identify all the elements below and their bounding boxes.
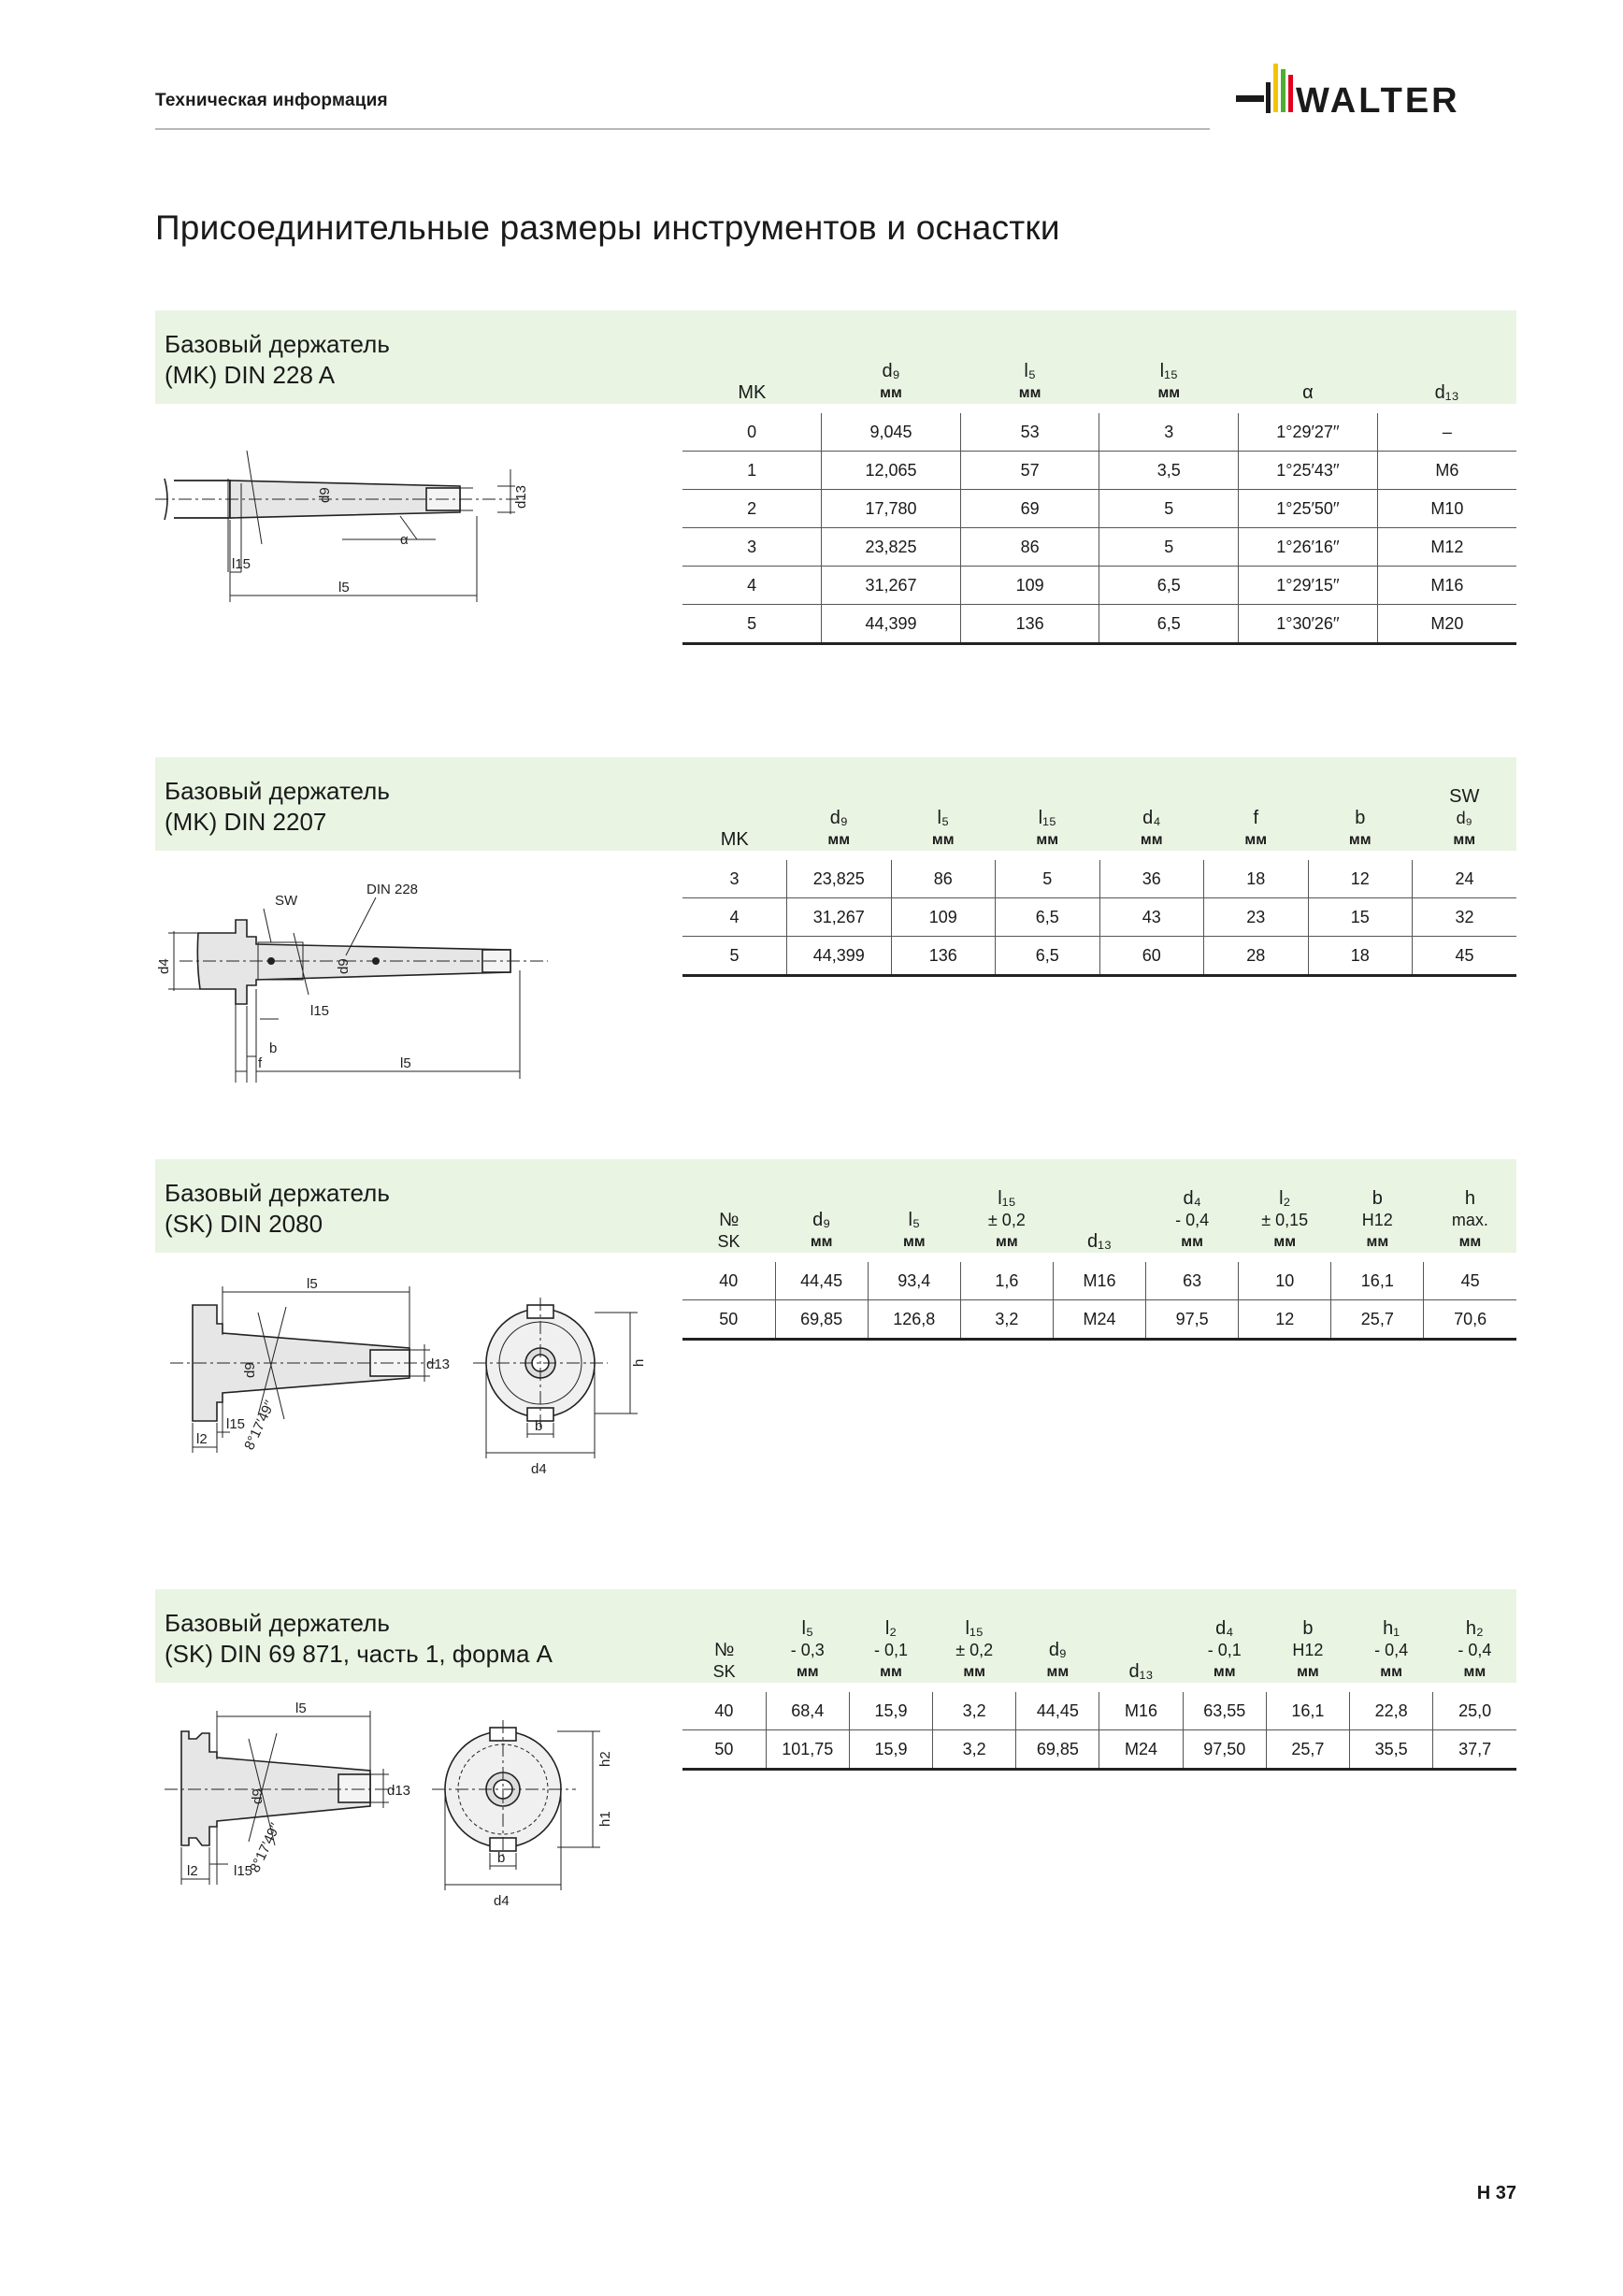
label-h2: h2 (597, 1751, 613, 1767)
table-cell: 1 (682, 452, 822, 490)
column-unit: мм (1348, 832, 1372, 848)
table-cell: 32 (1413, 898, 1517, 937)
column-header (960, 1159, 1053, 1262)
column-unit: мм (1181, 1234, 1203, 1250)
label-d13: d13 (513, 484, 529, 509)
table-cell: 44,399 (787, 937, 892, 976)
column-header (775, 1159, 868, 1262)
label-d9: d9 (242, 1362, 258, 1378)
table-cell: 31,267 (787, 898, 892, 937)
column-header-line: l₅ (801, 1618, 814, 1639)
label-d9: d9 (317, 487, 333, 503)
column-header-line: f (1253, 808, 1259, 828)
drawing-mk-taper (155, 423, 548, 619)
table-cell: 2 (682, 490, 822, 528)
table-row (682, 413, 1516, 452)
column-unit: мм (1273, 1234, 1297, 1250)
table-cell: 101,75 (766, 1730, 849, 1770)
column-header-line: ± 0,2 (955, 1641, 994, 1659)
table-cell: 6,5 (996, 898, 1100, 937)
drawing-mk-holder (155, 858, 567, 1092)
column-header-line: h₁ (1383, 1618, 1400, 1639)
label-h1: h1 (597, 1811, 613, 1827)
table-cell: 18 (1308, 937, 1413, 976)
page-title: Присоединительные размеры инструментов и оснастки (155, 208, 1060, 247)
table-cell: 97,50 (1183, 1730, 1266, 1770)
table-cell: 68,4 (766, 1692, 849, 1730)
table-row (682, 1262, 1516, 1300)
column-header (1204, 757, 1309, 860)
table-cell: 1°29′15′′ (1239, 567, 1378, 605)
column-unit: мм (1213, 1664, 1236, 1680)
column-header (1350, 1589, 1433, 1692)
table-cell: 3 (682, 860, 787, 898)
column-header (1413, 757, 1517, 860)
label-d9: d9 (336, 958, 352, 974)
table-cell: 1°30′26′′ (1239, 605, 1378, 644)
table-row (682, 1692, 1516, 1730)
column-header (682, 1159, 775, 1262)
block-title: Базовый держатель (SK) DIN 69 871, часть 1, форма A (165, 1609, 553, 1668)
column-unit: мм (880, 1664, 902, 1680)
table-cell: 5 (682, 937, 787, 976)
column-header (868, 1159, 960, 1262)
label-din228: DIN 228 (366, 882, 419, 897)
spec-table (682, 1159, 1516, 1341)
column-header (1099, 1589, 1183, 1692)
table-cell: M16 (1053, 1262, 1145, 1300)
table-cell: 44,45 (775, 1262, 868, 1300)
label-d4: d4 (494, 1893, 510, 1909)
column-header-line: d₄ (1183, 1188, 1201, 1209)
table-cell: – (1377, 413, 1516, 452)
table-cell: M6 (1377, 452, 1516, 490)
label-d13: d13 (387, 1783, 411, 1799)
column-header (682, 310, 822, 413)
logo-wordmark: WALTER (1296, 81, 1460, 121)
table-cell: 86 (960, 528, 1099, 567)
table-cell: 126,8 (868, 1300, 960, 1340)
table-cell: 24 (1413, 860, 1517, 898)
table-cell: 136 (960, 605, 1099, 644)
table-cell: 28 (1204, 937, 1309, 976)
label-b: b (497, 1850, 506, 1866)
column-header-line: MK (720, 829, 749, 850)
column-header-line: - 0,4 (1175, 1211, 1210, 1229)
table-cell: M24 (1099, 1730, 1183, 1770)
spec-table (682, 1589, 1516, 1771)
header-divider (155, 128, 1210, 130)
column-header (849, 1589, 932, 1692)
label-angle: 8°17′49′′ (241, 1398, 279, 1453)
column-header-line: MK (738, 382, 767, 403)
table-cell: 5 (1099, 490, 1239, 528)
table-cell: 60 (1099, 937, 1204, 976)
column-header-line: ± 0,15 (1261, 1211, 1309, 1229)
table-cell: 93,4 (868, 1262, 960, 1300)
table-cell: 15,9 (849, 1692, 932, 1730)
column-header (682, 757, 787, 860)
label-b: b (535, 1418, 543, 1434)
column-header-line: d₉ (812, 1210, 831, 1230)
column-header-line: h₂ (1465, 1618, 1484, 1639)
column-header-line: SW (1449, 786, 1480, 807)
table-cell: 17,780 (822, 490, 961, 528)
table-cell: 45 (1413, 937, 1517, 976)
column-header (1016, 1589, 1099, 1692)
table-cell: 69,85 (775, 1300, 868, 1340)
column-header (1424, 1159, 1516, 1262)
table-cell: 45 (1424, 1262, 1516, 1300)
table-cell: 1°25′50′′ (1239, 490, 1378, 528)
block-sk-din2080 (155, 1159, 1516, 1496)
table-cell: 70,6 (1424, 1300, 1516, 1340)
column-header-line: l₅ (1024, 361, 1036, 381)
block-mk-din2207 (155, 757, 1516, 1094)
table-cell: 10 (1239, 1262, 1331, 1300)
column-header-line: d₉ (1456, 809, 1472, 827)
column-header-line: № (713, 1640, 735, 1660)
table-cell: 25,7 (1266, 1730, 1349, 1770)
table-cell: M16 (1377, 567, 1516, 605)
column-header-line: - 0,4 (1458, 1641, 1492, 1659)
table-cell: 109 (891, 898, 996, 937)
column-header-line: H12 (1292, 1641, 1324, 1659)
table-cell: 31,267 (822, 567, 961, 605)
label-d9: d9 (250, 1788, 266, 1804)
table-cell: 5 (1099, 528, 1239, 567)
table-cell: 35,5 (1350, 1730, 1433, 1770)
table-cell: 44,399 (822, 605, 961, 644)
table-cell: 9,045 (822, 413, 961, 452)
column-header-line: - 0,3 (790, 1641, 825, 1659)
table-cell: 57 (960, 452, 1099, 490)
table-cell: 43 (1099, 898, 1204, 937)
column-header (960, 310, 1099, 413)
table-cell: M16 (1099, 1692, 1183, 1730)
column-header-line: l₂ (1279, 1188, 1291, 1209)
table-cell: M24 (1053, 1300, 1145, 1340)
table-cell: 16,1 (1266, 1692, 1349, 1730)
column-unit: мм (1244, 832, 1268, 848)
column-header (1239, 310, 1378, 413)
label-angle: 8°17′49′′ (247, 1820, 284, 1875)
column-unit: мм (1018, 385, 1041, 401)
column-header (1099, 310, 1239, 413)
column-header-line: SK (712, 1662, 736, 1681)
column-header-line: № (718, 1210, 740, 1230)
table-cell: 37,7 (1433, 1730, 1516, 1770)
column-unit: мм (931, 832, 955, 848)
column-header (933, 1589, 1016, 1692)
column-header-line: l₅ (937, 808, 949, 828)
column-header (1053, 1159, 1145, 1262)
column-header (766, 1589, 849, 1692)
table-cell: 15,9 (849, 1730, 932, 1770)
column-unit: мм (1380, 1664, 1402, 1680)
column-header-line: d₁₃ (1128, 1661, 1154, 1682)
table-cell: 25,0 (1433, 1692, 1516, 1730)
label-l2: l2 (187, 1863, 198, 1879)
column-header (1377, 310, 1516, 413)
column-header (1146, 1159, 1239, 1262)
column-header-line: d₁₃ (1086, 1231, 1112, 1252)
block-title: Базовый держатель (SK) DIN 2080 (165, 1179, 390, 1238)
table-cell: 1°25′43′′ (1239, 452, 1378, 490)
table-cell: 23,825 (787, 860, 892, 898)
column-header-line: b (1302, 1618, 1314, 1639)
table-row (682, 898, 1516, 937)
column-unit: мм (1453, 832, 1476, 848)
label-l5: l5 (307, 1276, 318, 1292)
column-header-line: ± 0,2 (987, 1211, 1026, 1229)
column-unit: мм (1140, 832, 1163, 848)
column-header (1331, 1159, 1424, 1262)
table-row (682, 605, 1516, 644)
label-l15: l15 (310, 1003, 330, 1019)
table-cell: 63 (1146, 1262, 1239, 1300)
column-unit: мм (902, 1234, 926, 1250)
table-cell: 3,2 (960, 1300, 1053, 1340)
label-alpha: α (400, 532, 409, 548)
table-cell: 12 (1308, 860, 1413, 898)
table-cell: 3,2 (933, 1692, 1016, 1730)
table-row (682, 452, 1516, 490)
table-cell: 53 (960, 413, 1099, 452)
table-cell: 15 (1308, 898, 1413, 937)
spec-table (682, 310, 1516, 645)
table-cell: 40 (682, 1692, 766, 1730)
section-label: Техническая информация (155, 91, 388, 110)
drawing-sk-din2080 (155, 1260, 679, 1485)
column-header-line: l₁₅ (965, 1618, 984, 1639)
table-cell: 3 (682, 528, 822, 567)
table-cell: 50 (682, 1730, 766, 1770)
block-sk-din69871 (155, 1589, 1516, 1926)
label-b: b (269, 1040, 278, 1056)
table-cell: 25,7 (1331, 1300, 1424, 1340)
label-f: f (258, 1055, 263, 1071)
label-d13: d13 (426, 1356, 451, 1372)
table-cell: 3 (1099, 413, 1239, 452)
table-cell: 6,5 (996, 937, 1100, 976)
column-header-line: - 0,1 (873, 1641, 908, 1659)
column-unit: мм (1463, 1664, 1487, 1680)
column-header-line: h (1464, 1188, 1475, 1209)
column-header-line: l₁₅ (998, 1188, 1016, 1209)
table-cell: 136 (891, 937, 996, 976)
column-header (1308, 757, 1413, 860)
column-header-line: l₁₅ (1038, 808, 1056, 828)
column-header-line: - 0,4 (1374, 1641, 1409, 1659)
column-header (787, 757, 892, 860)
table-cell: 3,5 (1099, 452, 1239, 490)
table-row (682, 860, 1516, 898)
table-cell: 23,825 (822, 528, 961, 567)
column-header-line: α (1302, 382, 1314, 403)
table-cell: 4 (682, 898, 787, 937)
table-cell: 1,6 (960, 1262, 1053, 1300)
table-cell: 6,5 (1099, 567, 1239, 605)
table-cell: 40 (682, 1262, 775, 1300)
column-header (1433, 1589, 1516, 1692)
column-header-line: H12 (1361, 1211, 1393, 1229)
label-d4: d4 (531, 1461, 547, 1477)
column-header-line: d₄ (1215, 1618, 1234, 1639)
column-header-line: d₄ (1142, 808, 1161, 828)
table-cell: 22,8 (1350, 1692, 1433, 1730)
label-l5: l5 (295, 1700, 307, 1716)
table-row (682, 1300, 1516, 1340)
column-header-line: d₁₃ (1434, 382, 1459, 403)
block-title: Базовый держатель (MK) DIN 228 A (165, 330, 390, 389)
label-l15: l15 (234, 1863, 253, 1879)
table-cell: 50 (682, 1300, 775, 1340)
column-header (996, 757, 1100, 860)
column-header (1266, 1589, 1349, 1692)
table-cell: 1°26′16′′ (1239, 528, 1378, 567)
table-cell: M20 (1377, 605, 1516, 644)
column-header-line: b (1355, 808, 1366, 828)
column-unit: мм (1036, 832, 1059, 848)
column-header-line: d₉ (829, 808, 848, 828)
table-cell: 5 (682, 605, 822, 644)
label-l15: l15 (226, 1416, 246, 1432)
table-cell: 0 (682, 413, 822, 452)
table-cell: 3,2 (933, 1730, 1016, 1770)
column-header (682, 1589, 766, 1692)
column-header-line: l₁₅ (1159, 361, 1178, 381)
column-unit: мм (796, 1664, 819, 1680)
label-l5: l5 (338, 580, 350, 596)
column-unit: мм (810, 1234, 833, 1250)
label-sw: SW (275, 893, 298, 909)
table-cell: 6,5 (1099, 605, 1239, 644)
column-header-line: - 0,1 (1207, 1641, 1242, 1659)
label-l15: l15 (232, 556, 251, 572)
table-cell: 12 (1239, 1300, 1331, 1340)
page-number: H 37 (1476, 2183, 1516, 2203)
walter-logo (1236, 56, 1516, 131)
drawing-sk-din69871 (155, 1686, 679, 1911)
table-row (682, 490, 1516, 528)
table-row (682, 1730, 1516, 1770)
column-header (822, 310, 961, 413)
column-unit: мм (963, 1664, 985, 1680)
column-header (1183, 1589, 1266, 1692)
table-row (682, 937, 1516, 976)
table-cell: 23 (1204, 898, 1309, 937)
column-header-line: max. (1451, 1211, 1488, 1229)
table-cell: 18 (1204, 860, 1309, 898)
table-cell: M12 (1377, 528, 1516, 567)
column-header-line: SK (717, 1232, 740, 1251)
table-cell: 63,55 (1183, 1692, 1266, 1730)
column-header-line: l₅ (908, 1210, 921, 1230)
table-cell: 1°29′27′′ (1239, 413, 1378, 452)
label-h: h (631, 1358, 647, 1367)
label-l2: l2 (196, 1431, 208, 1447)
column-unit: мм (1157, 385, 1181, 401)
column-unit: мм (1046, 1664, 1070, 1680)
column-header-line: l₂ (884, 1618, 898, 1639)
table-cell: 109 (960, 567, 1099, 605)
block-title: Базовый держатель (MK) DIN 2207 (165, 777, 390, 836)
table-cell: 16,1 (1331, 1262, 1424, 1300)
block-mk-din228a (155, 310, 1516, 647)
table-cell: 44,45 (1016, 1692, 1099, 1730)
column-unit: мм (1458, 1234, 1482, 1250)
table-cell: 69 (960, 490, 1099, 528)
table-cell: 97,5 (1146, 1300, 1239, 1340)
column-header-line: d₉ (882, 361, 900, 381)
column-header (1099, 757, 1204, 860)
label-l5: l5 (400, 1055, 411, 1071)
column-unit: мм (880, 385, 902, 401)
column-unit: мм (996, 1234, 1018, 1250)
column-unit: мм (1297, 1664, 1319, 1680)
table-row (682, 528, 1516, 567)
table-cell: M10 (1377, 490, 1516, 528)
column-header-line: d₉ (1048, 1640, 1067, 1660)
spec-table (682, 757, 1516, 977)
column-unit: мм (1366, 1234, 1389, 1250)
column-header (891, 757, 996, 860)
column-unit: мм (827, 832, 851, 848)
table-row (682, 567, 1516, 605)
table-cell: 86 (891, 860, 996, 898)
table-cell: 12,065 (822, 452, 961, 490)
table-cell: 69,85 (1016, 1730, 1099, 1770)
label-d4: d4 (156, 958, 172, 974)
column-header-line: b (1372, 1188, 1383, 1209)
table-cell: 5 (996, 860, 1100, 898)
table-cell: 36 (1099, 860, 1204, 898)
table-cell: 4 (682, 567, 822, 605)
column-header (1239, 1159, 1331, 1262)
